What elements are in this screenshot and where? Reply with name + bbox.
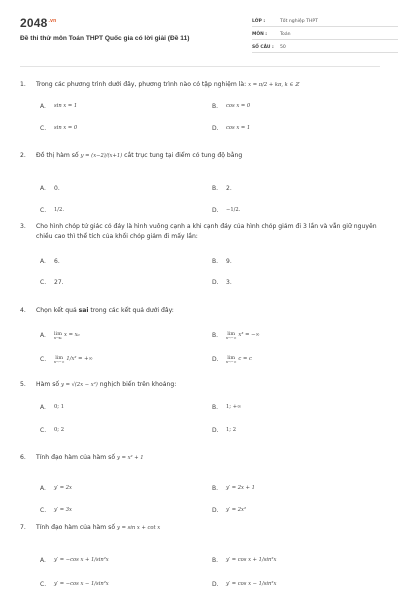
page-header bbox=[20, 14, 378, 60]
option-a[interactable]: A. 6. bbox=[40, 258, 60, 265]
option-c[interactable]: C. sin x = 0 bbox=[40, 125, 78, 132]
question-text: Trong các phương trình dưới đây, phương trình nào có tập nghiệm là: x = π/2 + kπ, k ∈ ℤ bbox=[36, 81, 299, 88]
option-c[interactable]: C. lim x→−∞ 1/x² = +∞ bbox=[40, 355, 93, 364]
meta-value: Tốt nghiệp THPT bbox=[280, 19, 318, 24]
option-d[interactable]: D. lim x→−∞ c = c bbox=[212, 355, 252, 364]
option-b[interactable]: B. 1; +∞ bbox=[212, 404, 242, 411]
question-6 bbox=[20, 453, 380, 514]
question-text: Đồ thị hàm số y = (x−2)/(x+1) cắt trục tung tại điểm có tung độ bằng bbox=[36, 152, 243, 159]
option-c[interactable]: C. 27. bbox=[40, 279, 64, 286]
question-5 bbox=[20, 380, 380, 434]
option-c[interactable]: C. y′ = 3x bbox=[40, 507, 72, 514]
meta-label: MÔN : bbox=[252, 32, 268, 37]
option-b[interactable]: B. cos x = 0 bbox=[212, 103, 251, 110]
option-a[interactable]: A. sin x = 1 bbox=[40, 103, 78, 110]
exam-title: Đề thi thử môn Toán THPT Quốc gia có lời giải (Đề 11) bbox=[20, 35, 190, 42]
option-b[interactable]: B. y′ = 2x + 1 bbox=[212, 485, 255, 492]
question-2 bbox=[20, 151, 380, 214]
option-a[interactable]: A. y′ = 2x bbox=[40, 485, 72, 492]
question-text: Tính đạo hàm của hàm số y = sin x + cot x bbox=[36, 524, 161, 531]
meta-label: SỐ CÂU : bbox=[252, 45, 274, 50]
question-number: 2. bbox=[20, 152, 26, 159]
question-text: Chọn kết quả sai trong các kết quả dưới đây: bbox=[36, 307, 174, 314]
question-text: Tính đạo hàm của hàm số y = x² + 1 bbox=[36, 454, 144, 461]
site-logo[interactable]: $2048^{.vn}$ bbox=[20, 16, 57, 30]
meta-value: 50 bbox=[280, 45, 286, 50]
question-7 bbox=[20, 523, 380, 588]
meta-row-class bbox=[252, 14, 398, 27]
question-number: 3. bbox=[20, 223, 26, 230]
option-c[interactable]: C. 0; 2 bbox=[40, 427, 64, 434]
question-number: 4. bbox=[20, 307, 26, 314]
question-4 bbox=[20, 306, 380, 364]
option-d[interactable]: D. 1; 2 bbox=[212, 427, 236, 434]
option-c[interactable]: C. y′ = −cos x − 1/sin²x bbox=[40, 581, 109, 588]
option-a[interactable]: A. lim x→x₀ x = x₀ bbox=[40, 331, 80, 340]
option-d[interactable]: D. cos x = 1 bbox=[212, 125, 251, 132]
question-1 bbox=[20, 80, 380, 132]
header-divider bbox=[20, 66, 380, 67]
option-a[interactable]: A. 0; 1 bbox=[40, 404, 64, 411]
option-b[interactable]: B. y′ = cos x + 1/sin²x bbox=[212, 557, 277, 564]
question-3 bbox=[20, 222, 380, 286]
option-b[interactable]: B. 9. bbox=[212, 258, 232, 265]
meta-label: LỚP : bbox=[252, 19, 266, 24]
meta-value: Toán bbox=[280, 32, 291, 37]
option-d[interactable]: D. −1/2. bbox=[212, 207, 241, 214]
option-d[interactable]: D. 3. bbox=[212, 279, 232, 286]
question-text: Cho hình chóp tứ giác có đáy là hình vuông cạnh a khi cạnh đáy của hình chóp giảm đi 3 lần và vẫn giữ nguyên chiều cao thì thể tích của khối chóp giảm đi mấy lần: bbox=[36, 223, 377, 240]
option-b[interactable]: B. lim x→−∞ x³ = −∞ bbox=[212, 331, 260, 340]
question-number: 1. bbox=[20, 81, 26, 88]
option-c[interactable]: C. 1/2. bbox=[40, 207, 64, 214]
option-a[interactable]: A. 0. bbox=[40, 185, 60, 192]
meta-row-subject bbox=[252, 27, 398, 40]
question-number: 7. bbox=[20, 524, 26, 531]
question-number: 6. bbox=[20, 454, 26, 461]
question-number: 5. bbox=[20, 381, 26, 388]
exam-meta bbox=[252, 14, 398, 53]
option-d[interactable]: D. y′ = 2x² bbox=[212, 507, 247, 514]
option-d[interactable]: D. y′ = cos x − 1/sin²x bbox=[212, 581, 277, 588]
option-a[interactable]: A. y′ = −cos x + 1/sin²x bbox=[40, 557, 109, 564]
meta-row-count bbox=[252, 40, 398, 53]
option-b[interactable]: B. 2. bbox=[212, 185, 232, 192]
question-text: Hàm số y = √(2x − x²) nghịch biến trên khoảng: bbox=[36, 381, 177, 388]
